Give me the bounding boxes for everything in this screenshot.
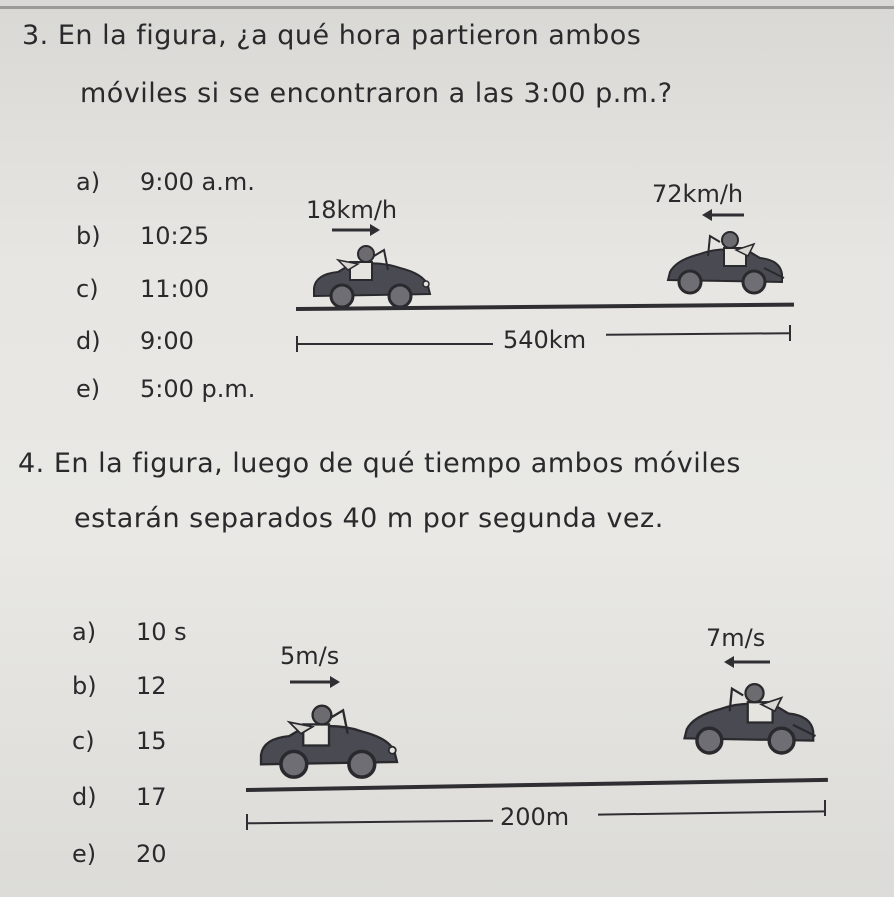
q4-option-d[interactable]: d) 17: [72, 783, 167, 811]
q3-option-d[interactable]: d) 9:00: [76, 327, 194, 355]
q3-option-b[interactable]: b) 10:25: [76, 222, 210, 250]
car-right-icon: [254, 698, 404, 786]
q4-dimension-tick-right: [824, 800, 826, 816]
q3-dimension-tick-right: [789, 325, 791, 341]
q3-option-c[interactable]: c) 11:00: [76, 275, 210, 303]
q4-right-speed-label: 7m/s: [706, 624, 766, 652]
q4-distance-label: 200m: [500, 803, 570, 831]
question-4-line-2: estarán separados 40 m por segunda vez.: [74, 503, 664, 534]
q4-dimension-line-left: [247, 820, 493, 825]
q4-option-e[interactable]: e) 20: [72, 840, 167, 868]
q3-option-a[interactable]: a) 9:00 a.m.: [76, 168, 255, 196]
q3-dimension-line-right: [606, 332, 790, 336]
car-left-icon: [680, 674, 820, 762]
arrow-left-icon: [700, 207, 746, 223]
q3-distance-label: 540km: [503, 326, 587, 354]
q4-option-c[interactable]: c) 15: [72, 727, 167, 755]
q4-left-speed-label: 5m/s: [280, 642, 340, 670]
q3-option-e[interactable]: e) 5:00 p.m.: [76, 375, 256, 403]
question-3-line-2: móviles si se encontraron a las 3:00 p.m.?: [80, 78, 673, 109]
q3-right-speed-label: 72km/h: [652, 180, 744, 208]
car-left-icon: [664, 224, 788, 300]
q4-option-b[interactable]: b) 12: [72, 672, 167, 700]
arrow-right-icon: [330, 222, 382, 238]
q4-option-a[interactable]: a) 10 s: [72, 618, 187, 646]
arrow-left-icon: [722, 654, 772, 670]
car-right-icon: [308, 240, 436, 314]
q3-left-speed-label: 18km/h: [306, 196, 398, 224]
question-4-line-1: 4. En la figura, luego de qué tiempo ambos móviles: [18, 448, 741, 479]
arrow-right-icon: [288, 674, 342, 690]
page-top-edge: [0, 6, 894, 9]
question-3-line-1: 3. En la figura, ¿a qué hora partieron ambos: [22, 20, 642, 51]
q4-dimension-line-right: [598, 810, 826, 815]
q3-dimension-line-left: [297, 343, 493, 345]
